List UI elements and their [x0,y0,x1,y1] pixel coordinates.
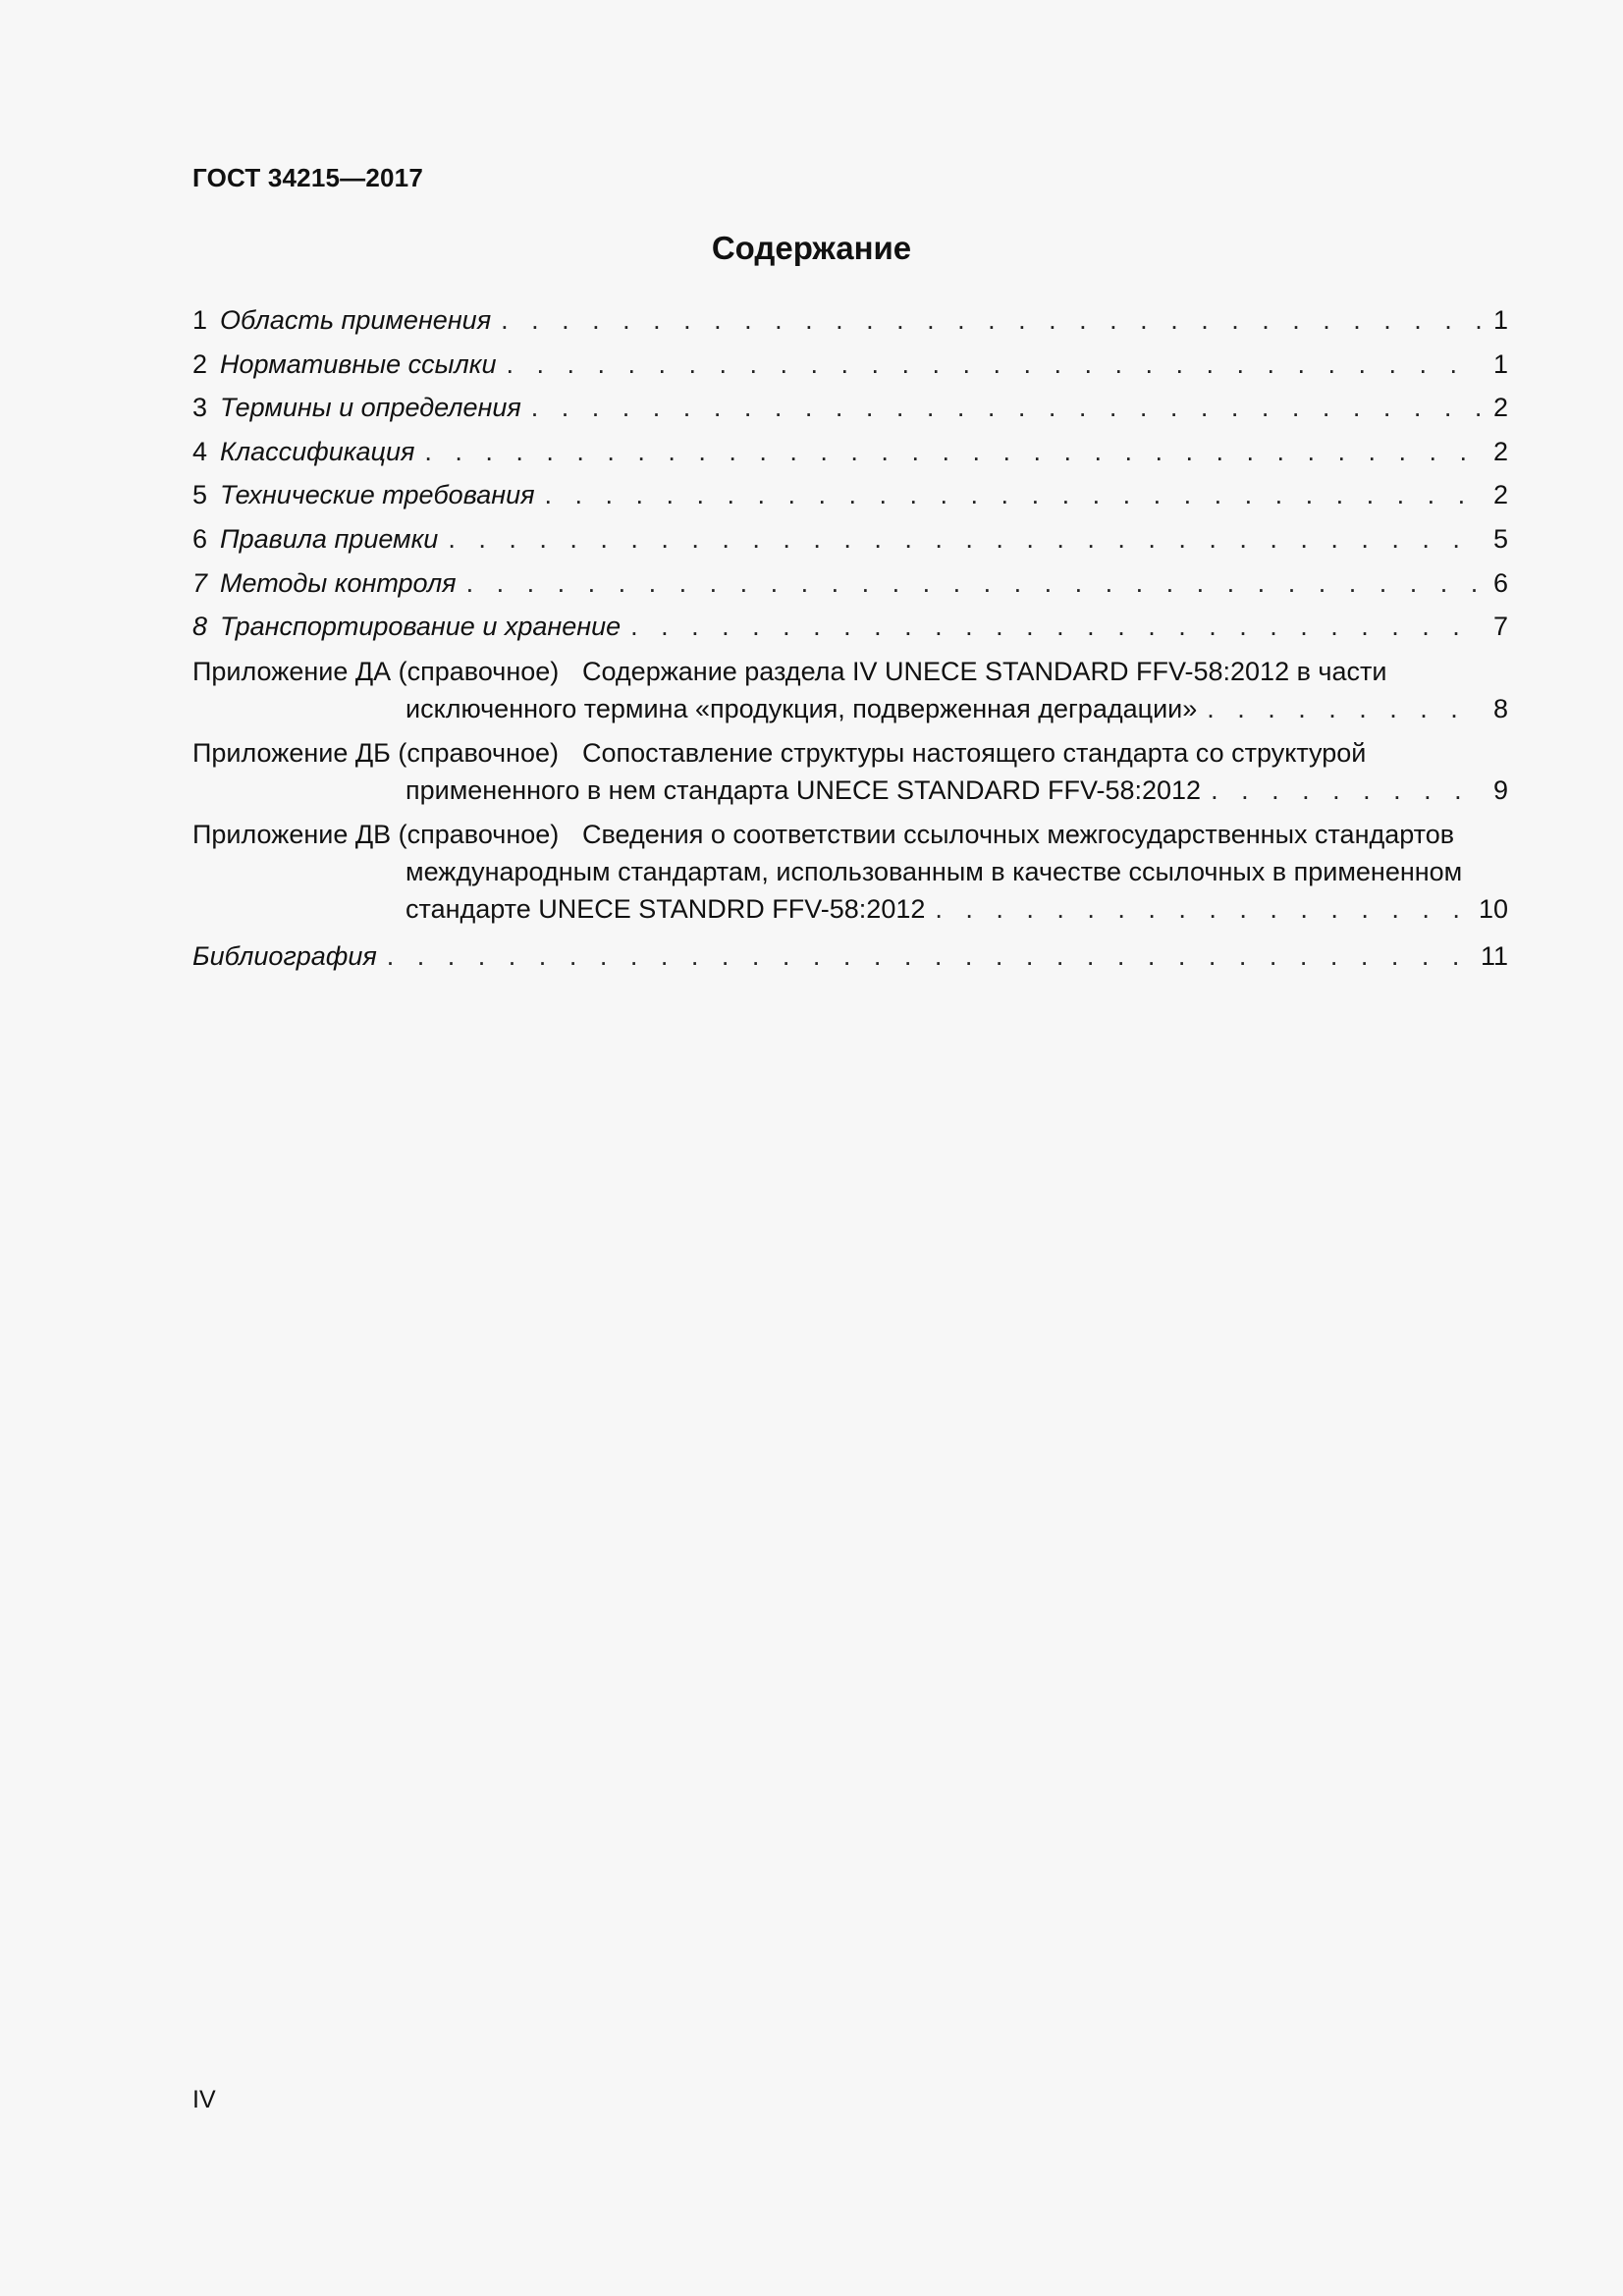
appendix-title-line: Содержание раздела IV UNECE STANDARD FFV-58:2012 в части [582,656,1387,686]
toc-entry-page: 1 [1492,305,1508,335]
dot-leader [414,430,1481,474]
toc-entry-number: 5 [192,480,208,510]
toc-entry-page: 2 [1492,393,1508,423]
toc-entry-page: 7 [1492,612,1508,642]
dot-leader [535,473,1481,517]
toc-entry-page: 2 [1492,480,1508,510]
toc-entry-title: Технические требования [220,480,535,510]
appendix-title-line: Сведения о соответствии ссылочных межгосударственных стандартов [582,819,1455,849]
toc-entry-number: 1 [192,305,208,335]
toc-entry-number: 6 [192,523,208,554]
toc-entry-title: Область применения [220,305,492,335]
appendix-label: Приложение ДА (справочное) [192,656,560,686]
dot-leader [377,934,1475,979]
toc-entry[interactable] [192,517,1508,561]
dot-leader [438,517,1481,561]
dot-leader [621,605,1481,649]
toc-entry[interactable] [192,430,1508,474]
toc-entry-number: 8 [192,612,208,642]
toc-entry-page: 11 [1480,940,1508,971]
toc-entry-title: Библиография [192,940,377,971]
toc-entry-title: Методы контроля [220,567,457,598]
appendix-title-line: исключенного термина «продукция, подверженная деградации» [406,693,1198,723]
toc-entry-number: 4 [192,436,208,466]
toc-entry-page: 6 [1492,567,1508,598]
toc-entry-title: Термины и определения [220,393,521,423]
toc-entry-number: 7 [192,567,208,598]
toc-entry-title: Транспортирование и хранение [220,612,622,642]
appendix-label: Приложение ДВ (справочное) [192,819,560,849]
toc-entry-title: Классификация [220,436,415,466]
toc-entry[interactable] [192,473,1508,517]
appendix-title-line: примененного в нем стандарта UNECE STANDARD FFV-58:2012 [406,774,1202,805]
toc-entry-page: 1 [1492,348,1508,379]
toc-appendix-entry[interactable] [192,734,1508,809]
dot-leader [925,890,1473,928]
dot-leader [491,298,1481,343]
dot-leader [1197,690,1481,727]
toc-entry-number: 3 [192,393,208,423]
toc-entry-bibliography[interactable] [192,934,1508,979]
toc-entry[interactable] [192,605,1508,649]
toc-entry[interactable] [192,343,1508,387]
toc-title: Содержание [711,230,912,266]
toc-entry-page: 2 [1492,436,1508,466]
toc-entry[interactable] [192,298,1508,343]
toc-entry-title: Правила приемки [220,523,439,554]
toc-entry-page: 5 [1492,523,1508,554]
toc-entry-page: 8 [1492,693,1508,723]
appendix-label: Приложение ДБ (справочное) [192,737,559,768]
toc-entry-title: Нормативные ссылки [220,348,497,379]
toc-entry[interactable] [192,561,1508,606]
appendix-title-line: Сопоставление структуры настоящего стандарта со структурой [582,737,1367,768]
toc-entry-page: 9 [1492,774,1508,805]
dot-leader [496,343,1481,387]
table-of-contents [192,298,1508,978]
page-number: IV [192,2086,216,2113]
dot-leader [457,561,1481,606]
dot-leader [521,386,1481,430]
document-header: ГОСТ 34215—2017 [192,163,423,192]
appendix-title-line: международным стандартам, использованным в качестве ссылочных в примененном [406,856,1463,886]
toc-appendix-entry[interactable] [192,816,1508,928]
toc-entry-number: 2 [192,348,208,379]
dot-leader [1201,772,1481,809]
appendix-title-line: стандарте UNECE STANDRD FFV-58:2012 [406,893,926,924]
toc-entry[interactable] [192,386,1508,430]
toc-appendix-entry[interactable] [192,653,1508,727]
toc-entry-page: 10 [1478,893,1508,924]
